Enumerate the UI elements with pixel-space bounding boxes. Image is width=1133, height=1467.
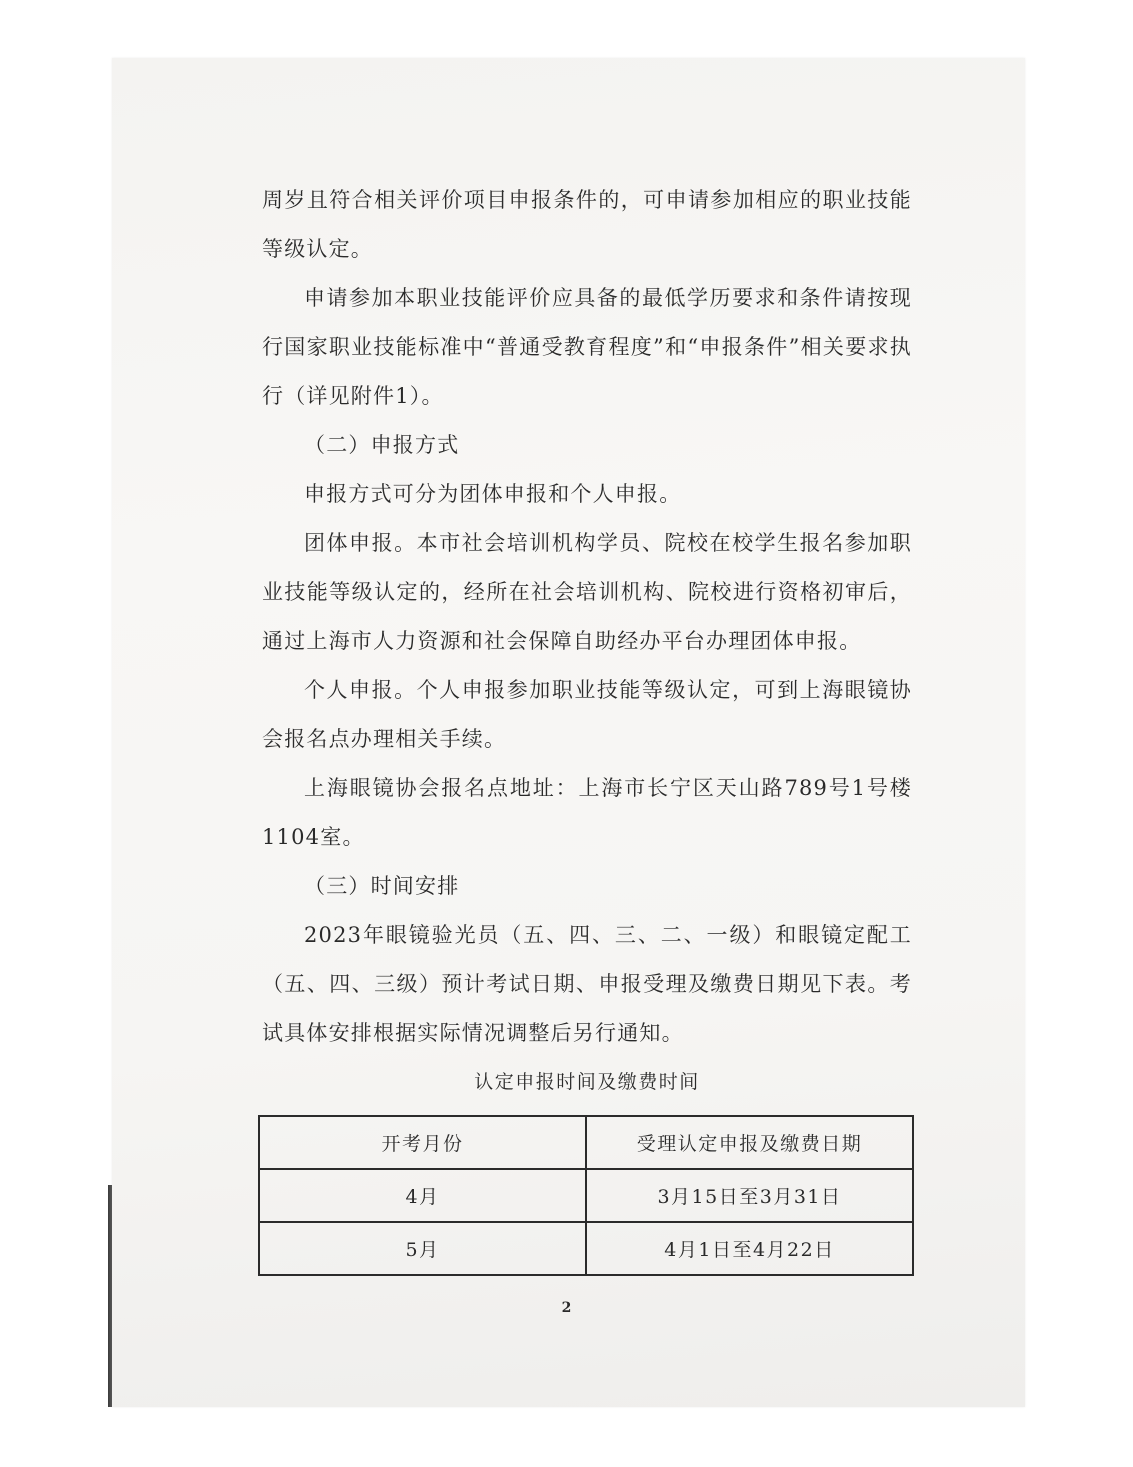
paragraph-group-application: 团体申报。本市社会培训机构学员、院校在校学生报名参加职业技能等级认定的，经所在社会培训机构、院校进行资格初审后，通过上海市人力资源和社会保障自助经办平台办理团体申报。 bbox=[262, 531, 912, 653]
table-cell-application-dates: 3月15日至3月31日 bbox=[586, 1169, 913, 1222]
paragraph-registration-address: 上海眼镜协会报名点地址：上海市长宁区天山路789号1号楼1104室。 bbox=[262, 776, 912, 849]
table-cell-exam-month: 5月 bbox=[259, 1222, 586, 1275]
table-header-exam-month: 开考月份 bbox=[259, 1116, 586, 1169]
table-header-application-dates: 受理认定申报及缴费日期 bbox=[586, 1116, 913, 1169]
paragraph-individual-application: 个人申报。个人申报参加职业技能等级认定，可到上海眼镜协会报名点办理相关手续。 bbox=[262, 678, 912, 751]
paragraph-education-requirements: 申请参加本职业技能评价应具备的最低学历要求和条件请按现行国家职业技能标准中“普通受教育程度”和“申报条件”相关要求执行（详见附件1）。 bbox=[262, 286, 912, 408]
section-heading-schedule: （三）时间安排 bbox=[304, 874, 460, 898]
paragraph-eligibility-continued: 周岁且符合相关评价项目申报条件的，可申请参加相应的职业技能等级认定。 bbox=[262, 188, 912, 261]
table-title: 认定申报时间及缴费时间 bbox=[474, 1071, 700, 1093]
paragraph-application-types: 申报方式可分为团体申报和个人申报。 bbox=[304, 482, 682, 506]
section-heading-application-method: （二）申报方式 bbox=[304, 433, 460, 457]
schedule-table bbox=[258, 1115, 914, 1276]
table-row bbox=[259, 1169, 913, 1222]
table-header-row bbox=[259, 1116, 913, 1169]
table-cell-exam-month: 4月 bbox=[259, 1169, 586, 1222]
document-body bbox=[262, 176, 912, 1102]
table-row bbox=[259, 1222, 913, 1275]
paragraph-schedule-intro: 2023年眼镜验光员（五、四、三、二、一级）和眼镜定配工（五、四、三级）预计考试日期、申报受理及缴费日期见下表。考试具体安排根据实际情况调整后另行通知。 bbox=[262, 923, 912, 1045]
table-cell-application-dates: 4月1日至4月22日 bbox=[586, 1222, 913, 1275]
page-number: 2 bbox=[561, 1300, 572, 1316]
